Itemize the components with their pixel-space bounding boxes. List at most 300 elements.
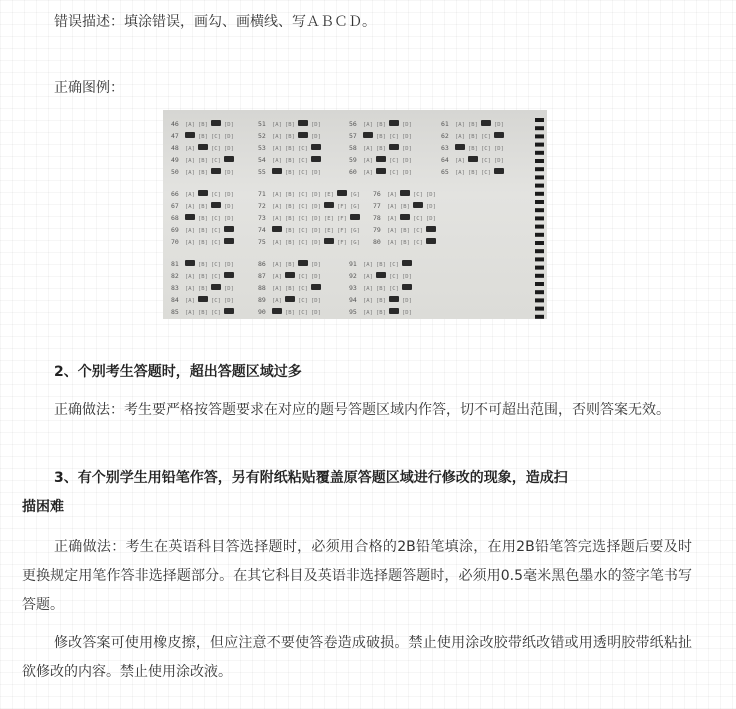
option-bubble: [B] <box>285 134 295 140</box>
question-number: 58 <box>349 144 357 152</box>
option-bubble: [C] <box>298 298 308 304</box>
option-bubble: [B] <box>285 192 295 198</box>
option-bubble: [C] <box>211 274 221 280</box>
timing-mark <box>535 175 544 179</box>
filled-bubble <box>198 144 208 150</box>
option-bubble: [D] <box>402 134 412 140</box>
filled-bubble <box>389 308 399 314</box>
filled-bubble <box>224 308 234 314</box>
question-number: 62 <box>441 132 449 140</box>
option-bubble: [E] <box>324 192 334 198</box>
option-bubble: [A] <box>272 286 282 292</box>
option-bubble: [D] <box>494 122 504 128</box>
option-bubble: [B] <box>198 170 208 176</box>
question-number: 80 <box>373 238 381 246</box>
question-number: 88 <box>258 284 266 292</box>
option-bubble: [A] <box>387 192 397 198</box>
filled-bubble <box>400 190 410 196</box>
section2-body: 正确做法：考生要严格按答题要求在对应的题号答题区域内作答，切不可超出范围，否则答案无效。 <box>54 402 670 418</box>
question-number: 48 <box>171 144 179 152</box>
question-number: 47 <box>171 132 179 140</box>
option-bubble: [A] <box>185 274 195 280</box>
question-number: 79 <box>373 226 381 234</box>
option-bubble: [B] <box>285 286 295 292</box>
option-bubble: [A] <box>363 170 373 176</box>
timing-mark <box>535 274 544 278</box>
question-number: 56 <box>349 120 357 128</box>
option-bubble: [B] <box>400 240 410 246</box>
option-bubble: [E] <box>324 228 334 234</box>
option-bubble: [A] <box>185 286 195 292</box>
timing-mark <box>535 167 544 171</box>
option-bubble: [A] <box>387 228 397 234</box>
option-bubble: [B] <box>376 298 386 304</box>
timing-mark <box>535 307 544 311</box>
filled-bubble <box>272 308 282 314</box>
option-bubble: [C] <box>413 216 423 222</box>
option-bubble: [A] <box>272 216 282 222</box>
filled-bubble <box>198 296 208 302</box>
option-bubble: [C] <box>481 134 491 140</box>
option-bubble: [D] <box>311 262 321 268</box>
option-bubble: [A] <box>272 134 282 140</box>
question-number: 70 <box>171 238 179 246</box>
filled-bubble <box>455 144 465 150</box>
option-bubble: [G] <box>350 204 360 210</box>
option-bubble: [C] <box>298 204 308 210</box>
question-number: 72 <box>258 202 266 210</box>
option-bubble: [D] <box>311 122 321 128</box>
option-bubble: [C] <box>413 228 423 234</box>
option-bubble: [C] <box>211 146 221 152</box>
timing-mark <box>535 208 544 212</box>
filled-bubble <box>224 226 234 232</box>
timing-mark <box>535 192 544 196</box>
option-bubble: [C] <box>481 170 491 176</box>
option-bubble: [D] <box>311 228 321 234</box>
timing-mark <box>535 134 544 138</box>
option-bubble: [B] <box>468 122 478 128</box>
option-bubble: [D] <box>224 298 234 304</box>
option-bubble: [F] <box>337 204 347 210</box>
option-bubble: [D] <box>311 274 321 280</box>
filled-bubble <box>426 226 436 232</box>
option-bubble: [G] <box>350 240 360 246</box>
filled-bubble <box>324 202 334 208</box>
option-bubble: [B] <box>376 122 386 128</box>
filled-bubble <box>211 284 221 290</box>
option-bubble: [A] <box>387 240 397 246</box>
option-bubble: [D] <box>224 262 234 268</box>
option-bubble: [A] <box>272 122 282 128</box>
filled-bubble <box>337 190 347 196</box>
question-number: 77 <box>373 202 381 210</box>
filled-bubble <box>285 272 295 278</box>
filled-bubble <box>389 144 399 150</box>
question-number: 61 <box>441 120 449 128</box>
option-bubble: [A] <box>272 298 282 304</box>
option-bubble: [D] <box>426 192 436 198</box>
correct-example-label: 正确图例： <box>54 80 124 96</box>
option-bubble: [B] <box>285 122 295 128</box>
section2-title: 2、个别考生答题时，超出答题区域过多 <box>54 364 302 380</box>
option-bubble: [C] <box>389 262 399 268</box>
option-bubble: [A] <box>185 170 195 176</box>
timing-mark <box>535 282 544 286</box>
filled-bubble <box>402 260 412 266</box>
timing-mark <box>535 298 544 302</box>
option-bubble: [A] <box>363 146 373 152</box>
option-bubble: [C] <box>298 240 308 246</box>
section3-body-1: 正确做法：考生在英语科目答选择题时，必须用合格的2B铅笔填涂，在用2B铅笔答完选择题后要及时更换规定用笔作答非选择题部分。在其它科目及英语非选择题答题时，必须用0.5毫米黑色墨水的签字笔书写答题。 <box>22 539 692 613</box>
option-bubble: [B] <box>285 216 295 222</box>
filled-bubble <box>324 238 334 244</box>
option-bubble: [D] <box>494 158 504 164</box>
option-bubble: [A] <box>387 216 397 222</box>
section3-title-line1: 3、有个别学生用铅笔作答，另有附纸粘贴覆盖原答题区域进行修改的现象，造成扫 <box>54 470 568 486</box>
filled-bubble <box>376 272 386 278</box>
option-bubble: [D] <box>311 298 321 304</box>
option-bubble: [C] <box>389 274 399 280</box>
option-bubble: [D] <box>311 216 321 222</box>
question-number: 60 <box>349 168 357 176</box>
filled-bubble <box>389 296 399 302</box>
option-bubble: [A] <box>272 274 282 280</box>
option-bubble: [C] <box>298 170 308 176</box>
filled-bubble <box>298 260 308 266</box>
option-bubble: [F] <box>337 216 347 222</box>
option-bubble: [A] <box>363 286 373 292</box>
option-bubble: [D] <box>224 192 234 198</box>
section3-title-line2: 描困难 <box>22 499 64 515</box>
filled-bubble <box>413 202 423 208</box>
option-bubble: [B] <box>285 240 295 246</box>
filled-bubble <box>272 226 282 232</box>
filled-bubble <box>211 168 221 174</box>
option-bubble: [A] <box>387 204 397 210</box>
option-bubble: [D] <box>402 158 412 164</box>
timing-mark <box>535 241 544 245</box>
timing-mark <box>535 159 544 163</box>
timing-mark <box>535 225 544 229</box>
question-number: 94 <box>349 296 357 304</box>
filled-bubble <box>494 132 504 138</box>
option-bubble: [C] <box>211 134 221 140</box>
filled-bubble <box>494 168 504 174</box>
filled-bubble <box>376 156 386 162</box>
question-number: 55 <box>258 168 266 176</box>
option-bubble: [D] <box>224 146 234 152</box>
filled-bubble <box>350 214 360 220</box>
question-number: 59 <box>349 156 357 164</box>
filled-bubble <box>426 238 436 244</box>
option-bubble: [A] <box>185 228 195 234</box>
option-bubble: [B] <box>376 146 386 152</box>
question-number: 74 <box>258 226 266 234</box>
option-bubble: [A] <box>272 204 282 210</box>
question-number: 54 <box>258 156 266 164</box>
option-bubble: [D] <box>402 274 412 280</box>
timing-mark <box>535 266 544 270</box>
option-bubble: [B] <box>285 146 295 152</box>
option-bubble: [B] <box>198 228 208 234</box>
option-bubble: [A] <box>363 274 373 280</box>
filled-bubble <box>468 156 478 162</box>
filled-bubble <box>389 120 399 126</box>
question-number: 91 <box>349 260 357 268</box>
option-bubble: [A] <box>363 158 373 164</box>
option-bubble: [A] <box>363 262 373 268</box>
option-bubble: [B] <box>376 262 386 268</box>
option-bubble: [D] <box>224 134 234 140</box>
question-number: 57 <box>349 132 357 140</box>
question-number: 76 <box>373 190 381 198</box>
option-bubble: [C] <box>481 158 491 164</box>
option-bubble: [C] <box>211 158 221 164</box>
question-number: 50 <box>171 168 179 176</box>
option-bubble: [E] <box>324 216 334 222</box>
filled-bubble <box>363 132 373 138</box>
option-bubble: [C] <box>211 192 221 198</box>
option-bubble: [B] <box>198 310 208 316</box>
option-bubble: [C] <box>481 146 491 152</box>
option-bubble: [B] <box>285 228 295 234</box>
option-bubble: [A] <box>272 192 282 198</box>
filled-bubble <box>224 156 234 162</box>
option-bubble: [B] <box>468 134 478 140</box>
question-number: 71 <box>258 190 266 198</box>
question-number: 67 <box>171 202 179 210</box>
question-number: 66 <box>171 190 179 198</box>
timing-mark <box>535 290 544 294</box>
option-bubble: [A] <box>455 122 465 128</box>
option-bubble: [A] <box>363 298 373 304</box>
timing-mark <box>535 216 544 220</box>
option-bubble: [C] <box>389 158 399 164</box>
question-number: 68 <box>171 214 179 222</box>
filled-bubble <box>298 120 308 126</box>
option-bubble: [C] <box>298 192 308 198</box>
question-number: 93 <box>349 284 357 292</box>
filled-bubble <box>311 156 321 162</box>
option-bubble: [A] <box>185 158 195 164</box>
option-bubble: [B] <box>198 240 208 246</box>
option-bubble: [A] <box>455 158 465 164</box>
option-bubble: [B] <box>285 170 295 176</box>
option-bubble: [B] <box>198 204 208 210</box>
option-bubble: [C] <box>298 286 308 292</box>
filled-bubble <box>285 296 295 302</box>
option-bubble: [D] <box>311 170 321 176</box>
option-bubble: [B] <box>198 274 208 280</box>
question-number: 85 <box>171 308 179 316</box>
option-bubble: [C] <box>389 134 399 140</box>
option-bubble: [D] <box>311 134 321 140</box>
option-bubble: [C] <box>389 170 399 176</box>
timing-mark <box>535 126 544 130</box>
option-bubble: [G] <box>350 228 360 234</box>
option-bubble: [A] <box>185 146 195 152</box>
question-number: 65 <box>441 168 449 176</box>
question-number: 81 <box>171 260 179 268</box>
option-bubble: [A] <box>185 310 195 316</box>
option-bubble: [B] <box>198 158 208 164</box>
question-number: 87 <box>258 272 266 280</box>
option-bubble: [D] <box>402 170 412 176</box>
timing-mark <box>535 143 544 147</box>
option-bubble: [B] <box>285 204 295 210</box>
timing-mark <box>535 118 544 122</box>
option-bubble: [C] <box>298 228 308 234</box>
option-bubble: [B] <box>400 204 410 210</box>
option-bubble: [A] <box>272 240 282 246</box>
option-bubble: [A] <box>455 134 465 140</box>
question-number: 64 <box>441 156 449 164</box>
option-bubble: [D] <box>402 298 412 304</box>
question-number: 46 <box>171 120 179 128</box>
option-bubble: [D] <box>224 286 234 292</box>
timing-mark <box>535 257 544 261</box>
option-bubble: [D] <box>494 146 504 152</box>
question-number: 75 <box>258 238 266 246</box>
option-bubble: [C] <box>211 228 221 234</box>
timing-mark <box>535 233 544 237</box>
question-number: 53 <box>258 144 266 152</box>
filled-bubble <box>185 132 195 138</box>
option-bubble: [B] <box>400 228 410 234</box>
question-number: 78 <box>373 214 381 222</box>
question-number: 86 <box>258 260 266 268</box>
option-bubble: [C] <box>298 158 308 164</box>
option-bubble: [A] <box>185 240 195 246</box>
filled-bubble <box>402 284 412 290</box>
option-bubble: [C] <box>211 262 221 268</box>
answer-sheet-image <box>163 110 547 319</box>
answer-sheet-svg <box>163 110 547 319</box>
filled-bubble <box>272 168 282 174</box>
question-number: 84 <box>171 296 179 304</box>
option-bubble: [B] <box>198 286 208 292</box>
option-bubble: [F] <box>337 240 347 246</box>
option-bubble: [C] <box>413 240 423 246</box>
question-number: 82 <box>171 272 179 280</box>
filled-bubble <box>198 190 208 196</box>
option-bubble: [F] <box>337 228 347 234</box>
filled-bubble <box>481 120 491 126</box>
question-number: 90 <box>258 308 266 316</box>
option-bubble: [D] <box>426 216 436 222</box>
filled-bubble <box>224 272 234 278</box>
filled-bubble <box>185 260 195 266</box>
question-number: 51 <box>258 120 266 128</box>
option-bubble: [A] <box>272 262 282 268</box>
option-bubble: [A] <box>363 310 373 316</box>
option-bubble: [A] <box>363 122 373 128</box>
option-bubble: [D] <box>402 122 412 128</box>
option-bubble: [D] <box>311 310 321 316</box>
option-bubble: [D] <box>311 192 321 198</box>
timing-mark <box>535 151 544 155</box>
option-bubble: [B] <box>468 146 478 152</box>
option-bubble: [C] <box>211 310 221 316</box>
option-bubble: [C] <box>298 216 308 222</box>
filled-bubble <box>311 144 321 150</box>
option-bubble: [C] <box>211 240 221 246</box>
filled-bubble <box>185 214 195 220</box>
option-bubble: [B] <box>198 134 208 140</box>
option-bubble: [G] <box>350 192 360 198</box>
option-bubble: [A] <box>185 192 195 198</box>
filled-bubble <box>400 214 410 220</box>
question-number: 63 <box>441 144 449 152</box>
filled-bubble <box>211 202 221 208</box>
option-bubble: [B] <box>285 310 295 316</box>
option-bubble: [A] <box>185 204 195 210</box>
option-bubble: [A] <box>272 158 282 164</box>
timing-mark <box>535 200 544 204</box>
option-bubble: [D] <box>224 122 234 128</box>
option-bubble: [A] <box>185 122 195 128</box>
option-bubble: [C] <box>298 310 308 316</box>
option-bubble: [D] <box>224 204 234 210</box>
option-bubble: [C] <box>389 286 399 292</box>
option-bubble: [B] <box>198 216 208 222</box>
question-number: 95 <box>349 308 357 316</box>
option-bubble: [C] <box>211 216 221 222</box>
option-bubble: [C] <box>298 146 308 152</box>
timing-mark <box>535 249 544 253</box>
question-number: 92 <box>349 272 357 280</box>
timing-mark <box>535 184 544 188</box>
question-number: 49 <box>171 156 179 164</box>
question-number: 83 <box>171 284 179 292</box>
option-bubble: [B] <box>468 170 478 176</box>
filled-bubble <box>298 132 308 138</box>
option-bubble: [B] <box>285 262 295 268</box>
option-bubble: [B] <box>376 310 386 316</box>
option-bubble: [A] <box>455 170 465 176</box>
option-bubble: [C] <box>413 192 423 198</box>
option-bubble: [D] <box>426 204 436 210</box>
option-bubble: [B] <box>376 134 386 140</box>
filled-bubble <box>311 284 321 290</box>
question-number: 89 <box>258 296 266 304</box>
option-bubble: [B] <box>285 158 295 164</box>
filled-bubble <box>376 168 386 174</box>
option-bubble: [B] <box>376 286 386 292</box>
option-bubble: [B] <box>198 262 208 268</box>
filled-bubble <box>224 238 234 244</box>
option-bubble: [C] <box>211 298 221 304</box>
option-bubble: [A] <box>272 146 282 152</box>
option-bubble: [D] <box>224 170 234 176</box>
section3-body-2: 修改答案可使用橡皮擦，但应注意不要使答卷造成破损。禁止使用涂改胶带纸改错或用透明胶带纸粘扯欲修改的内容。禁止使用涂改液。 <box>22 635 692 680</box>
option-bubble: [D] <box>311 204 321 210</box>
question-number: 52 <box>258 132 266 140</box>
option-bubble: [D] <box>402 310 412 316</box>
filled-bubble <box>211 120 221 126</box>
option-bubble: [C] <box>298 274 308 280</box>
option-bubble: [D] <box>224 216 234 222</box>
error-description: 错误描述：填涂错误，画勾、画横线、写ＡＢＣＤ。 <box>54 14 376 30</box>
option-bubble: [B] <box>198 122 208 128</box>
question-number: 73 <box>258 214 266 222</box>
timing-mark <box>535 315 544 319</box>
option-bubble: [D] <box>402 146 412 152</box>
question-number: 69 <box>171 226 179 234</box>
option-bubble: [A] <box>185 298 195 304</box>
option-bubble: [D] <box>311 240 321 246</box>
